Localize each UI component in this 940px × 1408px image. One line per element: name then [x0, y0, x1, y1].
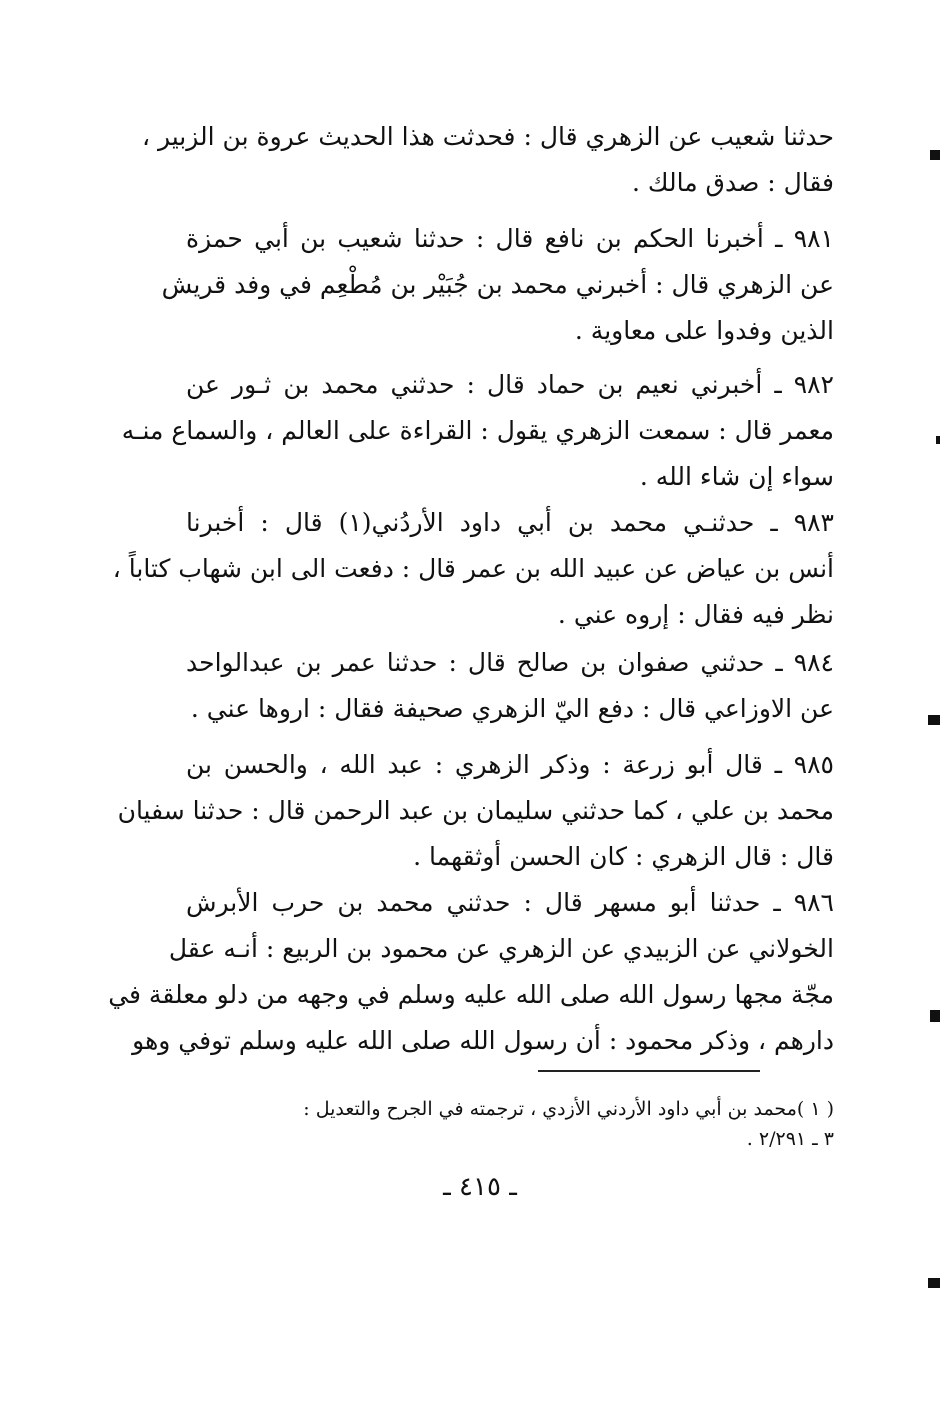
hadith-982	[121, 362, 834, 500]
hadith-983	[112, 500, 834, 638]
text-line: ٩٨٣ ـ حدثنـي محمد بن أبي داود الأردُني(١) قال : أخبرنا	[186, 508, 834, 537]
text-line: الذين وفدوا على معاوية .	[574, 316, 834, 345]
text-line: مجّة مجها رسول الله صلى الله عليه وسلم في وجهه من دلو معلقة في	[108, 980, 834, 1009]
text-line: معمر قال : سمعت الزهري يقول : القراءة على العالم ، والسماع منـه	[121, 416, 834, 445]
hadith-984	[186, 640, 834, 732]
text-line: عن الاوزاعي قال : دفع اليّ الزهري صحيفة فقال : اروها عني .	[190, 694, 834, 723]
text-line: فقال : صدق مالك .	[632, 168, 834, 197]
text-line: محمد بن علي ، كما حدثني سليمان بن عبد الرحمن قال : حدثنا سفيان	[117, 796, 834, 825]
paragraph-continuation	[141, 114, 834, 206]
text-line: ٩٨٥ ـ قال أبو زرعة : وذكر الزهري : عبد الله ، والحسن بن	[186, 750, 834, 779]
scan-edge-mark	[936, 436, 940, 444]
text-line: عن الزهري قال : أخبرني محمد بن جُبَيْر بن مُطْعِم في وفد قريش	[161, 270, 834, 299]
text-line: سواء إن شاء الله .	[639, 462, 834, 491]
text-line: نظر فيه فقال : إروه عني .	[557, 600, 834, 629]
text-line: ٩٨١ ـ أخبرنا الحكم بن نافع قال : حدثنا شعيب بن أبي حمزة	[186, 224, 834, 253]
text-line: حدثنا شعيب عن الزهري قال : فحدثت هذا الحديث عروة بن الزبير ،	[141, 122, 834, 151]
footnote	[186, 1094, 834, 1154]
hadith-986	[108, 880, 834, 1064]
hadith-981	[161, 216, 834, 354]
scan-edge-mark	[928, 1278, 940, 1288]
hadith-985	[117, 742, 834, 880]
text-line: قال : قال الزهري : كان الحسن أوثقهما .	[413, 842, 834, 871]
text-line: ٩٨٦ ـ حدثنا أبو مسهر قال : حدثني محمد بن حرب الأبرش	[186, 888, 834, 917]
scan-edge-mark	[930, 1010, 940, 1022]
text-line: الخولاني عن الزبيدي عن الزهري عن محمود بن الربيع : أنـه عقل	[168, 934, 834, 963]
text-line: أنس بن عياض عن عبيد الله بن عمر قال : دفعت الى ابن شهاب كتاباً ،	[112, 554, 834, 583]
footnote-line: ٣ ـ ٢/٢٩١ .	[746, 1128, 834, 1150]
text-line: ٩٨٢ ـ أخبرني نعيم بن حماد قال : حدثني محمد بن ثـور عن	[186, 370, 834, 399]
scan-edge-mark	[928, 715, 940, 725]
footnote-divider	[538, 1070, 760, 1072]
page-number: ـ ٤١٥ ـ	[443, 1172, 517, 1202]
text-line: ٩٨٤ ـ حدثني صفوان بن صالح قال : حدثنا عمر بن عبدالواحد	[186, 648, 834, 677]
text-line: دارهم ، وذكر محمود : أن رسول الله صلى الله عليه وسلم توفي وهو	[132, 1026, 834, 1055]
scan-edge-mark	[930, 150, 940, 160]
footnote-line: ( ١ )محمد بن أبي داود الأردني الأزدي ، ترجمته في الجرح والتعديل :	[303, 1098, 834, 1120]
